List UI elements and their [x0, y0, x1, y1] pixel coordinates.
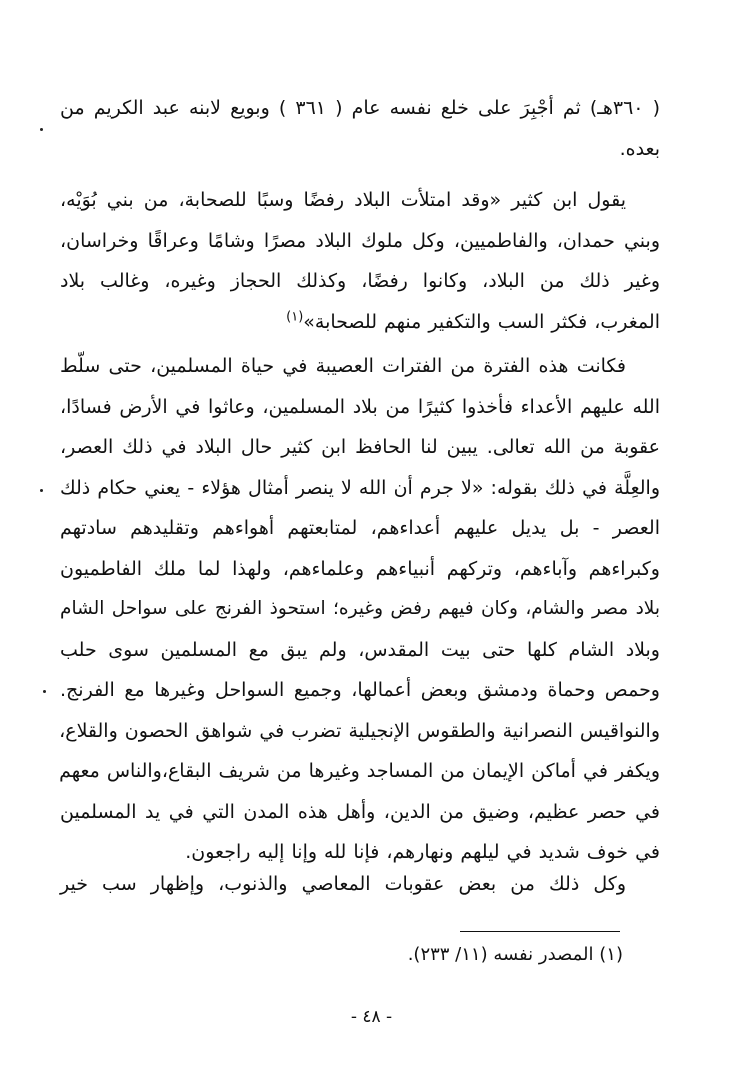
- text-line-content: المغرب، فكثر السب والتكفير منهم للصحابة»: [303, 310, 660, 333]
- page-number: - ٤٨ -: [350, 1007, 393, 1027]
- text-line: وبني حمدان، والفاطميين، وكل ملوك البلاد مصرًا وشامًا وعراقًا وخراسان،: [60, 229, 660, 252]
- text-line: عقوبة من الله تعالى. يبين لنا الحافظ ابن كثير حال البلاد في ذلك العصر،: [60, 436, 660, 458]
- footnote-separator: [460, 931, 620, 932]
- text-line: وحمص وحماة ودمشق وبعض أعمالها، وجميع السواحل وغيرها مع الفرنج.: [60, 679, 660, 701]
- scan-speck: [43, 690, 46, 693]
- text-line: بلاد مصر والشام، وكان فيهم رفض وغيره؛ استحوذ الفرنج على سواحل الشام: [60, 598, 660, 619]
- text-line: فكانت هذه الفترة من الفترات العصيبة في حياة المسلمين، حتى سلّط: [60, 355, 626, 377]
- text-line: ( ٣٦٠هـ) ثم أجْبِرَ على خلع نفسه عام ( ٣٦١ ) وبويع لابنه عبد الكريم من: [60, 97, 660, 119]
- text-line: في حصر عظيم، وضيق من الدين، وأهل هذه المدن التي في يد المسلمين: [60, 800, 660, 823]
- text-line: الله عليهم الأعداء فأخذوا كثيرًا من بلاد المسلمين، وعاثوا في الأرض فسادًا،: [60, 395, 660, 418]
- scan-speck: [40, 128, 43, 131]
- footnote-number: (١): [599, 944, 623, 965]
- text-line: وكبراءهم وآباءهم، وتركهم أنبياءهم وعلماءهم، ولهذا لما ملك الفاطميون: [60, 557, 660, 580]
- text-line: والنواقيس النصرانية والطقوس الإنجيلية تضرب في شواهق الحصون والقلاع،: [59, 719, 660, 742]
- paragraph-2: [60, 180, 660, 342]
- paragraph-3: [60, 346, 660, 873]
- text-line: يقول ابن كثير «وقد امتلأت البلاد رفضًا وسبًا للصحابة، من بني بُوَيْه،: [60, 189, 626, 211]
- scan-speck: [40, 489, 43, 492]
- text-line-with-footnote: [60, 302, 660, 343]
- text-line: في خوف شديد في ليلهم ونهارهم، فإنا لله وإنا إليه راجعون.: [185, 841, 660, 863]
- text-line: والعِلَّة في ذلك بقوله: «لا جرم أن الله لا ينصر أمثال هؤلاء - يعني حكام ذلك: [60, 476, 660, 499]
- text-line: العصر - بل يديل عليهم أعداءهم، لمتابعتهم أهواءهم وتقليدهم سادتهم: [60, 517, 660, 539]
- text-line: وكل ذلك من بعض عقوبات المعاصي والذنوب، وإظهار سب خير: [60, 873, 626, 895]
- paragraph-4: [60, 864, 660, 905]
- paragraph-1: [60, 88, 660, 169]
- text-line: ويكفر في أماكن الإيمان من المساجد وغيرها من شريف البقاع،والناس معهم: [59, 760, 660, 782]
- text-line: وغير ذلك من البلاد، وكانوا رفضًا، وكذلك الحجاز وغيره، وغالب بلاد: [60, 270, 660, 292]
- footnote-text: المصدر نفسه (١١/ ٢٣٣).: [407, 944, 594, 965]
- text-line: بعده.: [619, 137, 660, 160]
- text-line: وبلاد الشام كلها حتى بيت المقدس، ولم يبق مع المسلمين سوى حلب: [60, 638, 660, 661]
- footnote-reference: (١): [286, 309, 304, 325]
- footnote: [300, 940, 623, 970]
